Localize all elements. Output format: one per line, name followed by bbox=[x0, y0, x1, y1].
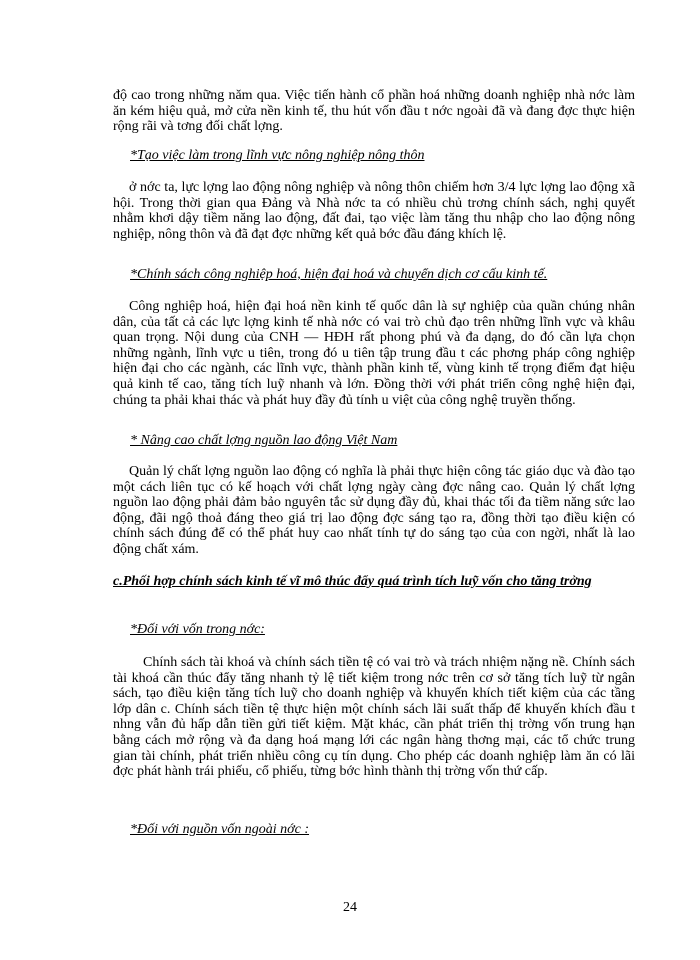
paragraph-industrialization: Công nghiệp hoá, hiện đại hoá nền kinh tế quốc dân là sự nghiệp của quần chúng nhân dân, của tất cả các lực lợng kinh tế nhà nớc có vai trò chủ đạo trên những lĩnh vực và khâu quan trọng. Nội dung của CNH — HĐH rất phong phú và đa dạng, do đó cần lựa chọn những ngành, lĩnh vực u tiên, trong đó u tiên tập trung đầu t các phơng pháp công nghiệp hiện đại cho các ngành, các lĩnh vực, thành phần kinh tế, vùng kinh tế trọng điểm đạt hiệu quả kinh tế cao, tăng tích luỹ nhanh và lớn. Đồng thời với phát triển công nghệ hiện đại, chúng ta phải khai thác và phát huy đầy đủ tính u việt của công nghệ truyền thống. bbox=[113, 299, 635, 408]
paragraph-labor-quality: Quản lý chất lợng nguồn lao động có nghĩa là phải thực hiện công tác giáo dục và đào tạo một cách liên tục có kế hoạch với chất lợng ngày càng đợc nâng cao. Quản lý chất lợng nguồn lao động phải đảm bảo nguyên tắc sử dụng đầy đủ, khai thác tối đa tiềm năng sức lao động, đãi ngộ thoả đáng theo giá trị lao động đợc sáng tạo ra, đồng thời tạo điều kiện có chính sách đúng để có thể phát huy cao nhất tính tự do sáng tạo của con ngời, nhất là lao động chất xám. bbox=[113, 464, 635, 557]
paragraph-domestic-capital: Chính sách tài khoá và chính sách tiền tệ có vai trò và trách nhiệm nặng nề. Chính sách tài khoá cần thúc đẩy tăng nhanh tỷ lệ tiết kiệm trong nớc trên cơ sở tăng tích luỹ từ ngân sách, tạo điều kiện tăng tích luỹ cho doanh nghiệp và khuyến khích tiết kiệm của các tầng lớp dân c. Chính sách tiền tệ thực hiện một chính sách lãi suất thấp để khuyến khích đầu t nhng vẫn đủ hấp dẫn tiền gửi tiết kiệm. Mặt khác, cần phát triển thị trờng vốn trung hạn bằng cách mở rộng và đa dạng hoá mạng lới các ngân hàng thơng mại, các tổ chức trung gian tài chính, phát triển nhiều công cụ tín dụng. Cho phép các doanh nghiệp làm ăn có lãi đợc phát hành trái phiếu, cổ phiếu, từng bớc hình thành thị trờng vốn thứ cấp. bbox=[113, 655, 635, 780]
paragraph-intro: độ cao trong những năm qua. Việc tiến hành cổ phần hoá những doanh nghiệp nhà nớc làm ăn kém hiệu quả, mở cửa nền kinh tế, thu hút vốn đầu t nớc ngoài đã và đang đợc thực hiện rộng rãi và tơng đối chất lợng. bbox=[113, 88, 635, 135]
page-number: 24 bbox=[343, 900, 357, 915]
heading-rural-employment: *Tạo việc làm trong lĩnh vực nông nghiệp nông thôn bbox=[130, 148, 425, 163]
heading-foreign-capital: *Đối với nguồn vốn ngoài nớc : bbox=[130, 822, 310, 837]
heading-labor-quality: * Nâng cao chất lợng nguồn lao động Việt Nam bbox=[130, 433, 398, 448]
heading-domestic-capital: *Đối với vốn trong nớc: bbox=[130, 622, 265, 637]
paragraph-rural-labor: ở nớc ta, lực lợng lao động nông nghiệp và nông thôn chiếm hơn 3/4 lực lợng lao động xã hội. Trong thời gian qua Đảng và Nhà nớc ta có nhiều chủ trơng chính sách, nghị quyết nhằm khơi dậy tiềm năng lao động, đất đai, tạo việc làm tăng thu nhập cho lao động nông nghiệp, nông thôn và đã đạt đợc những kết quả bớc đầu đáng khích lệ. bbox=[113, 180, 635, 242]
heading-industrialization: *Chính sách công nghiệp hoá, hiện đại hoá và chuyển dịch cơ cấu kinh tế. bbox=[130, 267, 548, 282]
heading-macro-policy: c.Phối hợp chính sách kinh tế vĩ mô thúc đẩy quá trình tích luỹ vốn cho tăng trởng bbox=[113, 574, 592, 589]
